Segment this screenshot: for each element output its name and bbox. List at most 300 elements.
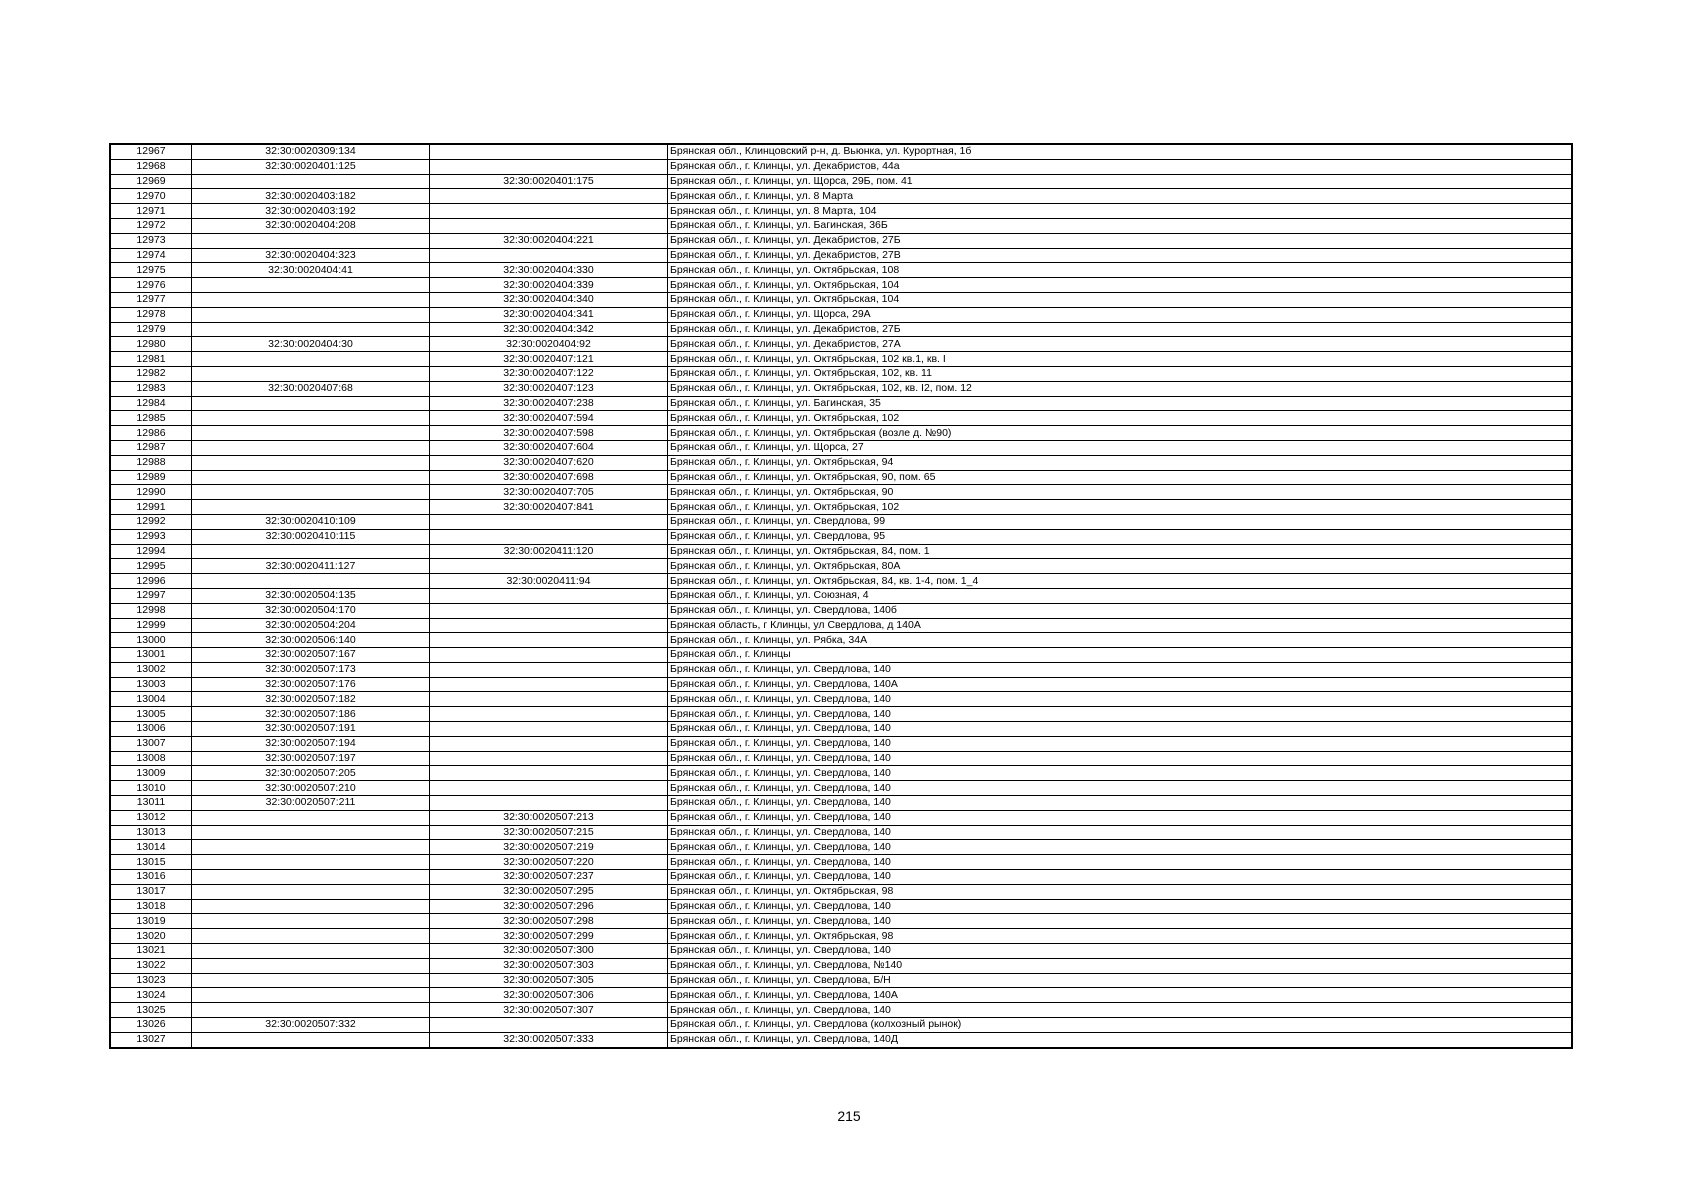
row-number-cell: 12969 bbox=[110, 174, 192, 189]
cadastral-number-cell bbox=[192, 307, 430, 322]
row-number-cell: 12981 bbox=[110, 352, 192, 367]
address-cell: Брянская обл., г. Клинцы, ул. Октябрьская, 102, кв. 11 bbox=[668, 366, 1573, 381]
cadastral-number-cell: 32:30:0020507:191 bbox=[192, 722, 430, 737]
row-number-cell: 13017 bbox=[110, 884, 192, 899]
cadastral-number-cell bbox=[192, 825, 430, 840]
row-number-cell: 12973 bbox=[110, 233, 192, 248]
address-cell: Брянская обл., г. Клинцы, ул. Свердлова, 140 bbox=[668, 751, 1573, 766]
row-number-cell: 12997 bbox=[110, 588, 192, 603]
row-number-cell: 12984 bbox=[110, 396, 192, 411]
row-number-cell: 12993 bbox=[110, 529, 192, 544]
cadastral-number-secondary-cell: 32:30:0020507:220 bbox=[430, 855, 668, 870]
row-number-cell: 13007 bbox=[110, 736, 192, 751]
table-row bbox=[110, 751, 1572, 766]
cadastral-number-secondary-cell bbox=[430, 204, 668, 219]
cadastral-number-secondary-cell: 32:30:0020507:295 bbox=[430, 884, 668, 899]
table-row bbox=[110, 958, 1572, 973]
cadastral-number-cell bbox=[192, 233, 430, 248]
table-row bbox=[110, 322, 1572, 337]
table-row bbox=[110, 840, 1572, 855]
address-cell: Брянская обл., г. Клинцы, ул. Свердлова, 140 bbox=[668, 662, 1573, 677]
address-cell: Брянская обл., г. Клинцы, ул. Багинская, 35 bbox=[668, 396, 1573, 411]
cadastral-number-cell: 32:30:0020404:208 bbox=[192, 218, 430, 233]
cadastral-number-cell bbox=[192, 855, 430, 870]
table-row bbox=[110, 1018, 1572, 1033]
cadastral-number-secondary-cell: 32:30:0020507:215 bbox=[430, 825, 668, 840]
cadastral-number-cell bbox=[192, 899, 430, 914]
table-row bbox=[110, 899, 1572, 914]
address-cell: Брянская обл., г. Клинцы, ул. Свердлова, 140 bbox=[668, 899, 1573, 914]
cadastral-number-secondary-cell: 32:30:0020411:94 bbox=[430, 574, 668, 589]
address-cell: Брянская обл., г. Клинцы, ул. Октябрьская, 84, кв. 1-4, пом. 1_4 bbox=[668, 574, 1573, 589]
address-cell: Брянская обл., г. Клинцы, ул. Октябрьская, 84, пом. 1 bbox=[668, 544, 1573, 559]
cadastral-number-secondary-cell: 32:30:0020407:594 bbox=[430, 411, 668, 426]
row-number-cell: 12975 bbox=[110, 263, 192, 278]
cadastral-number-cell: 32:30:0020504:135 bbox=[192, 588, 430, 603]
cadastral-number-cell bbox=[192, 810, 430, 825]
cadastral-number-secondary-cell bbox=[430, 588, 668, 603]
table-row bbox=[110, 189, 1572, 204]
cadastral-number-cell: 32:30:0020507:332 bbox=[192, 1018, 430, 1033]
row-number-cell: 13019 bbox=[110, 914, 192, 929]
table-row bbox=[110, 514, 1572, 529]
row-number-cell: 13010 bbox=[110, 781, 192, 796]
cadastral-number-secondary-cell bbox=[430, 781, 668, 796]
cadastral-number-cell bbox=[192, 455, 430, 470]
row-number-cell: 12989 bbox=[110, 470, 192, 485]
cadastral-number-secondary-cell: 32:30:0020404:92 bbox=[430, 337, 668, 352]
cadastral-number-cell bbox=[192, 1032, 430, 1047]
address-cell: Брянская обл., г. Клинцы, ул. Декабристов, 44а bbox=[668, 159, 1573, 174]
row-number-cell: 12976 bbox=[110, 278, 192, 293]
cadastral-number-secondary-cell: 32:30:0020407:121 bbox=[430, 352, 668, 367]
table-row bbox=[110, 855, 1572, 870]
address-cell: Брянская обл., г. Клинцы, ул. Свердлова, Б/Н bbox=[668, 973, 1573, 988]
cadastral-number-cell: 32:30:0020504:204 bbox=[192, 618, 430, 633]
cadastral-number-cell: 32:30:0020507:205 bbox=[192, 766, 430, 781]
address-cell: Брянская обл., г. Клинцы, ул. 8 Марта, 104 bbox=[668, 204, 1573, 219]
table-row bbox=[110, 692, 1572, 707]
row-number-cell: 13006 bbox=[110, 722, 192, 737]
address-cell: Брянская обл., г. Клинцы, ул. Свердлова, 140А bbox=[668, 988, 1573, 1003]
row-number-cell: 12972 bbox=[110, 218, 192, 233]
row-number-cell: 13015 bbox=[110, 855, 192, 870]
address-cell: Брянская обл., г. Клинцы, ул. Декабристов, 27Б bbox=[668, 322, 1573, 337]
cadastral-number-secondary-cell bbox=[430, 662, 668, 677]
cadastral-number-secondary-cell: 32:30:0020411:120 bbox=[430, 544, 668, 559]
table-row bbox=[110, 381, 1572, 396]
row-number-cell: 13012 bbox=[110, 810, 192, 825]
address-cell: Брянская обл., г. Клинцы, ул. Свердлова, 140Д bbox=[668, 1032, 1573, 1047]
row-number-cell: 13020 bbox=[110, 929, 192, 944]
cadastral-number-cell: 32:30:0020506:140 bbox=[192, 633, 430, 648]
table-row bbox=[110, 411, 1572, 426]
address-cell: Брянская обл., г. Клинцы, ул. Свердлова, 140 bbox=[668, 870, 1573, 885]
address-cell: Брянская обл., г. Клинцы, ул. Свердлова, 140б bbox=[668, 603, 1573, 618]
cadastral-number-cell: 32:30:0020507:176 bbox=[192, 677, 430, 692]
cadastral-number-cell: 32:30:0020507:186 bbox=[192, 707, 430, 722]
table-row bbox=[110, 233, 1572, 248]
cadastral-number-secondary-cell bbox=[430, 514, 668, 529]
cadastral-number-secondary-cell: 32:30:0020507:333 bbox=[430, 1032, 668, 1047]
cadastral-number-secondary-cell bbox=[430, 633, 668, 648]
row-number-cell: 12990 bbox=[110, 485, 192, 500]
cadastral-number-cell: 32:30:0020507:211 bbox=[192, 796, 430, 811]
address-cell: Брянская обл., г. Клинцы, ул. Свердлова, 140 bbox=[668, 825, 1573, 840]
row-number-cell: 12986 bbox=[110, 426, 192, 441]
cadastral-number-cell bbox=[192, 322, 430, 337]
row-number-cell: 13018 bbox=[110, 899, 192, 914]
cadastral-number-cell bbox=[192, 1003, 430, 1018]
row-number-cell: 13016 bbox=[110, 870, 192, 885]
address-cell: Брянская обл., г. Клинцы, ул. Декабристов, 27В bbox=[668, 248, 1573, 263]
row-number-cell: 12970 bbox=[110, 189, 192, 204]
address-cell: Брянская обл., г. Клинцы, ул. Октябрьская, 98 bbox=[668, 884, 1573, 899]
row-number-cell: 12977 bbox=[110, 292, 192, 307]
address-cell: Брянская обл., г. Клинцы, ул. Октябрьская, 94 bbox=[668, 455, 1573, 470]
address-cell: Брянская обл., г. Клинцы, ул. Свердлова, 140 bbox=[668, 796, 1573, 811]
cadastral-number-secondary-cell bbox=[430, 692, 668, 707]
address-cell: Брянская обл., г. Клинцы, ул. Свердлова, 95 bbox=[668, 529, 1573, 544]
row-number-cell: 13001 bbox=[110, 648, 192, 663]
cadastral-number-secondary-cell: 32:30:0020507:219 bbox=[430, 840, 668, 855]
cadastral-number-secondary-cell: 32:30:0020507:306 bbox=[430, 988, 668, 1003]
table-row bbox=[110, 278, 1572, 293]
row-number-cell: 12991 bbox=[110, 500, 192, 515]
cadastral-number-cell bbox=[192, 426, 430, 441]
address-cell: Брянская обл., г. Клинцы, ул. Свердлова, 140 bbox=[668, 810, 1573, 825]
row-number-cell: 13022 bbox=[110, 958, 192, 973]
cadastral-number-cell: 32:30:0020507:173 bbox=[192, 662, 430, 677]
address-cell: Брянская обл., г. Клинцы, ул. Щорса, 29А bbox=[668, 307, 1573, 322]
address-cell: Брянская обл., г. Клинцы, ул. Свердлова, №140 bbox=[668, 958, 1573, 973]
table-row bbox=[110, 337, 1572, 352]
cadastral-number-secondary-cell: 32:30:0020404:330 bbox=[430, 263, 668, 278]
cadastral-number-secondary-cell: 32:30:0020404:341 bbox=[430, 307, 668, 322]
cadastral-number-secondary-cell bbox=[430, 218, 668, 233]
address-cell: Брянская обл., г. Клинцы, ул. Свердлова, 140А bbox=[668, 677, 1573, 692]
cadastral-number-cell bbox=[192, 574, 430, 589]
row-number-cell: 12980 bbox=[110, 337, 192, 352]
cadastral-number-cell bbox=[192, 485, 430, 500]
row-number-cell: 12996 bbox=[110, 574, 192, 589]
cadastral-number-secondary-cell: 32:30:0020407:698 bbox=[430, 470, 668, 485]
table-row bbox=[110, 810, 1572, 825]
row-number-cell: 13024 bbox=[110, 988, 192, 1003]
table-row bbox=[110, 618, 1572, 633]
table-row bbox=[110, 307, 1572, 322]
cadastral-number-cell: 32:30:0020403:182 bbox=[192, 189, 430, 204]
cadastral-number-secondary-cell: 32:30:0020407:620 bbox=[430, 455, 668, 470]
table-row bbox=[110, 144, 1572, 159]
table-row bbox=[110, 914, 1572, 929]
page-number: 215 bbox=[837, 1108, 861, 1124]
table-row bbox=[110, 396, 1572, 411]
address-cell: Брянская обл., г. Клинцы, ул. Союзная, 4 bbox=[668, 588, 1573, 603]
table-row bbox=[110, 988, 1572, 1003]
cadastral-number-cell bbox=[192, 500, 430, 515]
row-number-cell: 12979 bbox=[110, 322, 192, 337]
row-number-cell: 13027 bbox=[110, 1032, 192, 1047]
cadastral-number-secondary-cell bbox=[430, 1018, 668, 1033]
address-cell: Брянская обл., г. Клинцы, ул. Свердлова, 140 bbox=[668, 855, 1573, 870]
address-cell: Брянская обл., г. Клинцы, ул. Свердлова, 140 bbox=[668, 766, 1573, 781]
address-cell: Брянская обл., г. Клинцы, ул. Багинская, 36Б bbox=[668, 218, 1573, 233]
row-number-cell: 13000 bbox=[110, 633, 192, 648]
table-row bbox=[110, 248, 1572, 263]
row-number-cell: 12983 bbox=[110, 381, 192, 396]
cadastral-number-cell: 32:30:0020507:194 bbox=[192, 736, 430, 751]
table-row bbox=[110, 426, 1572, 441]
address-cell: Брянская обл., г. Клинцы, ул. Свердлова, 140 bbox=[668, 914, 1573, 929]
address-cell: Брянская обл., г. Клинцы, ул. Октябрьская, 102 bbox=[668, 411, 1573, 426]
row-number-cell: 13021 bbox=[110, 944, 192, 959]
table-row bbox=[110, 588, 1572, 603]
row-number-cell: 12974 bbox=[110, 248, 192, 263]
table-row bbox=[110, 633, 1572, 648]
row-number-cell: 12968 bbox=[110, 159, 192, 174]
address-cell: Брянская обл., г. Клинцы, ул. 8 Марта bbox=[668, 189, 1573, 204]
address-cell: Брянская обл., г. Клинцы, ул. Свердлова, 140 bbox=[668, 722, 1573, 737]
table-row bbox=[110, 159, 1572, 174]
cadastral-number-secondary-cell bbox=[430, 736, 668, 751]
table-row bbox=[110, 648, 1572, 663]
address-cell: Брянская обл., г. Клинцы, ул. Свердлова, 140 bbox=[668, 1003, 1573, 1018]
row-number-cell: 13014 bbox=[110, 840, 192, 855]
table-row bbox=[110, 263, 1572, 278]
cadastral-number-cell: 32:30:0020309:134 bbox=[192, 144, 430, 159]
row-number-cell: 13008 bbox=[110, 751, 192, 766]
row-number-cell: 12987 bbox=[110, 440, 192, 455]
table-row bbox=[110, 470, 1572, 485]
cadastral-number-cell bbox=[192, 292, 430, 307]
cadastral-number-cell bbox=[192, 396, 430, 411]
table-row bbox=[110, 204, 1572, 219]
cadastral-number-cell bbox=[192, 440, 430, 455]
cadastral-number-cell bbox=[192, 366, 430, 381]
property-table bbox=[109, 143, 1573, 1049]
table-row bbox=[110, 174, 1572, 189]
table-row bbox=[110, 366, 1572, 381]
cadastral-number-secondary-cell bbox=[430, 559, 668, 574]
cadastral-number-secondary-cell: 32:30:0020404:340 bbox=[430, 292, 668, 307]
cadastral-number-cell: 32:30:0020410:115 bbox=[192, 529, 430, 544]
cadastral-number-cell: 32:30:0020507:197 bbox=[192, 751, 430, 766]
address-cell: Брянская обл., г. Клинцы, ул. Октябрьская, 104 bbox=[668, 292, 1573, 307]
cadastral-number-secondary-cell: 32:30:0020507:237 bbox=[430, 870, 668, 885]
table-row bbox=[110, 929, 1572, 944]
address-cell: Брянская обл., г. Клинцы, ул. Декабристов, 27А bbox=[668, 337, 1573, 352]
address-cell: Брянская обл., г. Клинцы, ул. Свердлова, 140 bbox=[668, 736, 1573, 751]
cadastral-number-secondary-cell: 32:30:0020404:342 bbox=[430, 322, 668, 337]
row-number-cell: 13023 bbox=[110, 973, 192, 988]
cadastral-number-secondary-cell: 32:30:0020507:213 bbox=[430, 810, 668, 825]
cadastral-number-cell bbox=[192, 352, 430, 367]
row-number-cell: 13025 bbox=[110, 1003, 192, 1018]
address-cell: Брянская обл., г. Клинцы bbox=[668, 648, 1573, 663]
cadastral-number-secondary-cell: 32:30:0020407:238 bbox=[430, 396, 668, 411]
row-number-cell: 12988 bbox=[110, 455, 192, 470]
table-row bbox=[110, 870, 1572, 885]
table-row bbox=[110, 884, 1572, 899]
cadastral-number-secondary-cell: 32:30:0020404:221 bbox=[430, 233, 668, 248]
cadastral-number-cell: 32:30:0020404:30 bbox=[192, 337, 430, 352]
table-row bbox=[110, 973, 1572, 988]
address-cell: Брянская обл., г. Клинцы, ул. Октябрьская, 104 bbox=[668, 278, 1573, 293]
address-cell: Брянская область, г Клинцы, ул Свердлова, д 140А bbox=[668, 618, 1573, 633]
table-row bbox=[110, 544, 1572, 559]
address-cell: Брянская обл., г. Клинцы, ул. Октябрьская, 102, кв. I2, пом. 12 bbox=[668, 381, 1573, 396]
table-row bbox=[110, 662, 1572, 677]
cadastral-number-secondary-cell: 32:30:0020404:339 bbox=[430, 278, 668, 293]
row-number-cell: 13009 bbox=[110, 766, 192, 781]
cadastral-number-secondary-cell bbox=[430, 159, 668, 174]
table-row bbox=[110, 352, 1572, 367]
address-cell: Брянская обл., г. Клинцы, ул. Октябрьская, 80А bbox=[668, 559, 1573, 574]
table-row bbox=[110, 781, 1572, 796]
cadastral-number-secondary-cell bbox=[430, 796, 668, 811]
property-table-body bbox=[110, 144, 1572, 1048]
row-number-cell: 12971 bbox=[110, 204, 192, 219]
address-cell: Брянская обл., г. Клинцы, ул. Щорса, 29Б, пом. 41 bbox=[668, 174, 1573, 189]
address-cell: Брянская обл., г. Клинцы, ул. Свердлова, 140 bbox=[668, 840, 1573, 855]
cadastral-number-secondary-cell bbox=[430, 677, 668, 692]
address-cell: Брянская обл., г. Клинцы, ул. Октябрьская (возле д. №90) bbox=[668, 426, 1573, 441]
cadastral-number-cell bbox=[192, 870, 430, 885]
cadastral-number-secondary-cell: 32:30:0020407:122 bbox=[430, 366, 668, 381]
row-number-cell: 12967 bbox=[110, 144, 192, 159]
table-row bbox=[110, 796, 1572, 811]
cadastral-number-secondary-cell bbox=[430, 144, 668, 159]
address-cell: Брянская обл., г. Клинцы, ул. Рябка, 34А bbox=[668, 633, 1573, 648]
cadastral-number-secondary-cell: 32:30:0020507:296 bbox=[430, 899, 668, 914]
cadastral-number-cell bbox=[192, 988, 430, 1003]
cadastral-number-secondary-cell bbox=[430, 248, 668, 263]
row-number-cell: 13003 bbox=[110, 677, 192, 692]
cadastral-number-cell: 32:30:0020401:125 bbox=[192, 159, 430, 174]
cadastral-number-secondary-cell: 32:30:0020507:298 bbox=[430, 914, 668, 929]
row-number-cell: 13004 bbox=[110, 692, 192, 707]
cadastral-number-secondary-cell: 32:30:0020407:598 bbox=[430, 426, 668, 441]
row-number-cell: 12995 bbox=[110, 559, 192, 574]
cadastral-number-cell bbox=[192, 174, 430, 189]
cadastral-number-secondary-cell: 32:30:0020407:705 bbox=[430, 485, 668, 500]
cadastral-number-cell: 32:30:0020507:182 bbox=[192, 692, 430, 707]
cadastral-number-cell bbox=[192, 840, 430, 855]
cadastral-number-secondary-cell: 32:30:0020507:300 bbox=[430, 944, 668, 959]
cadastral-number-secondary-cell bbox=[430, 648, 668, 663]
address-cell: Брянская обл., г. Клинцы, ул. Свердлова, 140 bbox=[668, 781, 1573, 796]
address-cell: Брянская обл., г. Клинцы, ул. Декабристов, 27Б bbox=[668, 233, 1573, 248]
cadastral-number-secondary-cell bbox=[430, 618, 668, 633]
cadastral-number-cell bbox=[192, 929, 430, 944]
table-row bbox=[110, 574, 1572, 589]
cadastral-number-cell bbox=[192, 411, 430, 426]
cadastral-number-cell bbox=[192, 944, 430, 959]
table-row bbox=[110, 944, 1572, 959]
table-row bbox=[110, 292, 1572, 307]
row-number-cell: 12992 bbox=[110, 514, 192, 529]
cadastral-number-cell: 32:30:0020507:210 bbox=[192, 781, 430, 796]
cadastral-number-cell bbox=[192, 278, 430, 293]
cadastral-number-cell bbox=[192, 884, 430, 899]
cadastral-number-secondary-cell: 32:30:0020507:303 bbox=[430, 958, 668, 973]
table-row bbox=[110, 603, 1572, 618]
table-row bbox=[110, 218, 1572, 233]
cadastral-number-secondary-cell bbox=[430, 751, 668, 766]
table-row bbox=[110, 440, 1572, 455]
row-number-cell: 12978 bbox=[110, 307, 192, 322]
row-number-cell: 12982 bbox=[110, 366, 192, 381]
cadastral-number-secondary-cell: 32:30:0020507:307 bbox=[430, 1003, 668, 1018]
table-row bbox=[110, 722, 1572, 737]
table-row bbox=[110, 1003, 1572, 1018]
row-number-cell: 13002 bbox=[110, 662, 192, 677]
cadastral-number-cell: 32:30:0020410:109 bbox=[192, 514, 430, 529]
table-row bbox=[110, 485, 1572, 500]
cadastral-number-secondary-cell: 32:30:0020407:841 bbox=[430, 500, 668, 515]
address-cell: Брянская обл., г. Клинцы, ул. Щорса, 27 bbox=[668, 440, 1573, 455]
cadastral-number-cell: 32:30:0020404:323 bbox=[192, 248, 430, 263]
cadastral-number-cell: 32:30:0020403:192 bbox=[192, 204, 430, 219]
cadastral-number-secondary-cell bbox=[430, 722, 668, 737]
cadastral-number-cell: 32:30:0020504:170 bbox=[192, 603, 430, 618]
cadastral-number-cell: 32:30:0020404:41 bbox=[192, 263, 430, 278]
address-cell: Брянская обл., г. Клинцы, ул. Свердлова, 140 bbox=[668, 944, 1573, 959]
row-number-cell: 12994 bbox=[110, 544, 192, 559]
row-number-cell: 12985 bbox=[110, 411, 192, 426]
address-cell: Брянская обл., г. Клинцы, ул. Свердлова, 140 bbox=[668, 692, 1573, 707]
cadastral-number-cell bbox=[192, 914, 430, 929]
cadastral-number-cell bbox=[192, 470, 430, 485]
cadastral-number-secondary-cell: 32:30:0020507:299 bbox=[430, 929, 668, 944]
table-row bbox=[110, 825, 1572, 840]
table-row bbox=[110, 1032, 1572, 1047]
address-cell: Брянская обл., г. Клинцы, ул. Октябрьская, 98 bbox=[668, 929, 1573, 944]
cadastral-number-secondary-cell bbox=[430, 707, 668, 722]
row-number-cell: 12999 bbox=[110, 618, 192, 633]
cadastral-number-cell: 32:30:0020407:68 bbox=[192, 381, 430, 396]
cadastral-number-cell: 32:30:0020411:127 bbox=[192, 559, 430, 574]
table-row bbox=[110, 677, 1572, 692]
cadastral-number-secondary-cell bbox=[430, 603, 668, 618]
cadastral-number-cell bbox=[192, 973, 430, 988]
address-cell: Брянская обл., г. Клинцы, ул. Свердлова, 99 bbox=[668, 514, 1573, 529]
cadastral-number-secondary-cell: 32:30:0020407:604 bbox=[430, 440, 668, 455]
cadastral-number-secondary-cell: 32:30:0020407:123 bbox=[430, 381, 668, 396]
address-cell: Брянская обл., г. Клинцы, ул. Октябрьская, 108 bbox=[668, 263, 1573, 278]
cadastral-number-secondary-cell: 32:30:0020507:305 bbox=[430, 973, 668, 988]
address-cell: Брянская обл., Клинцовский р-н, д. Вьюнка, ул. Курортная, 1б bbox=[668, 144, 1573, 159]
cadastral-number-secondary-cell bbox=[430, 766, 668, 781]
address-cell: Брянская обл., г. Клинцы, ул. Октябрьская, 102 bbox=[668, 500, 1573, 515]
table-row bbox=[110, 455, 1572, 470]
address-cell: Брянская обл., г. Клинцы, ул. Свердлова, 140 bbox=[668, 707, 1573, 722]
row-number-cell: 12998 bbox=[110, 603, 192, 618]
address-cell: Брянская обл., г. Клинцы, ул. Октябрьская, 90, пом. 65 bbox=[668, 470, 1573, 485]
table-row bbox=[110, 766, 1572, 781]
cadastral-number-cell bbox=[192, 544, 430, 559]
cadastral-number-secondary-cell: 32:30:0020401:175 bbox=[430, 174, 668, 189]
cadastral-number-cell bbox=[192, 958, 430, 973]
table-row bbox=[110, 707, 1572, 722]
table-row bbox=[110, 529, 1572, 544]
address-cell: Брянская обл., г. Клинцы, ул. Свердлова (колхозный рынок) bbox=[668, 1018, 1573, 1033]
cadastral-number-secondary-cell bbox=[430, 189, 668, 204]
address-cell: Брянская обл., г. Клинцы, ул. Октябрьская, 102 кв.1, кв. I bbox=[668, 352, 1573, 367]
cadastral-number-cell: 32:30:0020507:167 bbox=[192, 648, 430, 663]
row-number-cell: 13026 bbox=[110, 1018, 192, 1033]
